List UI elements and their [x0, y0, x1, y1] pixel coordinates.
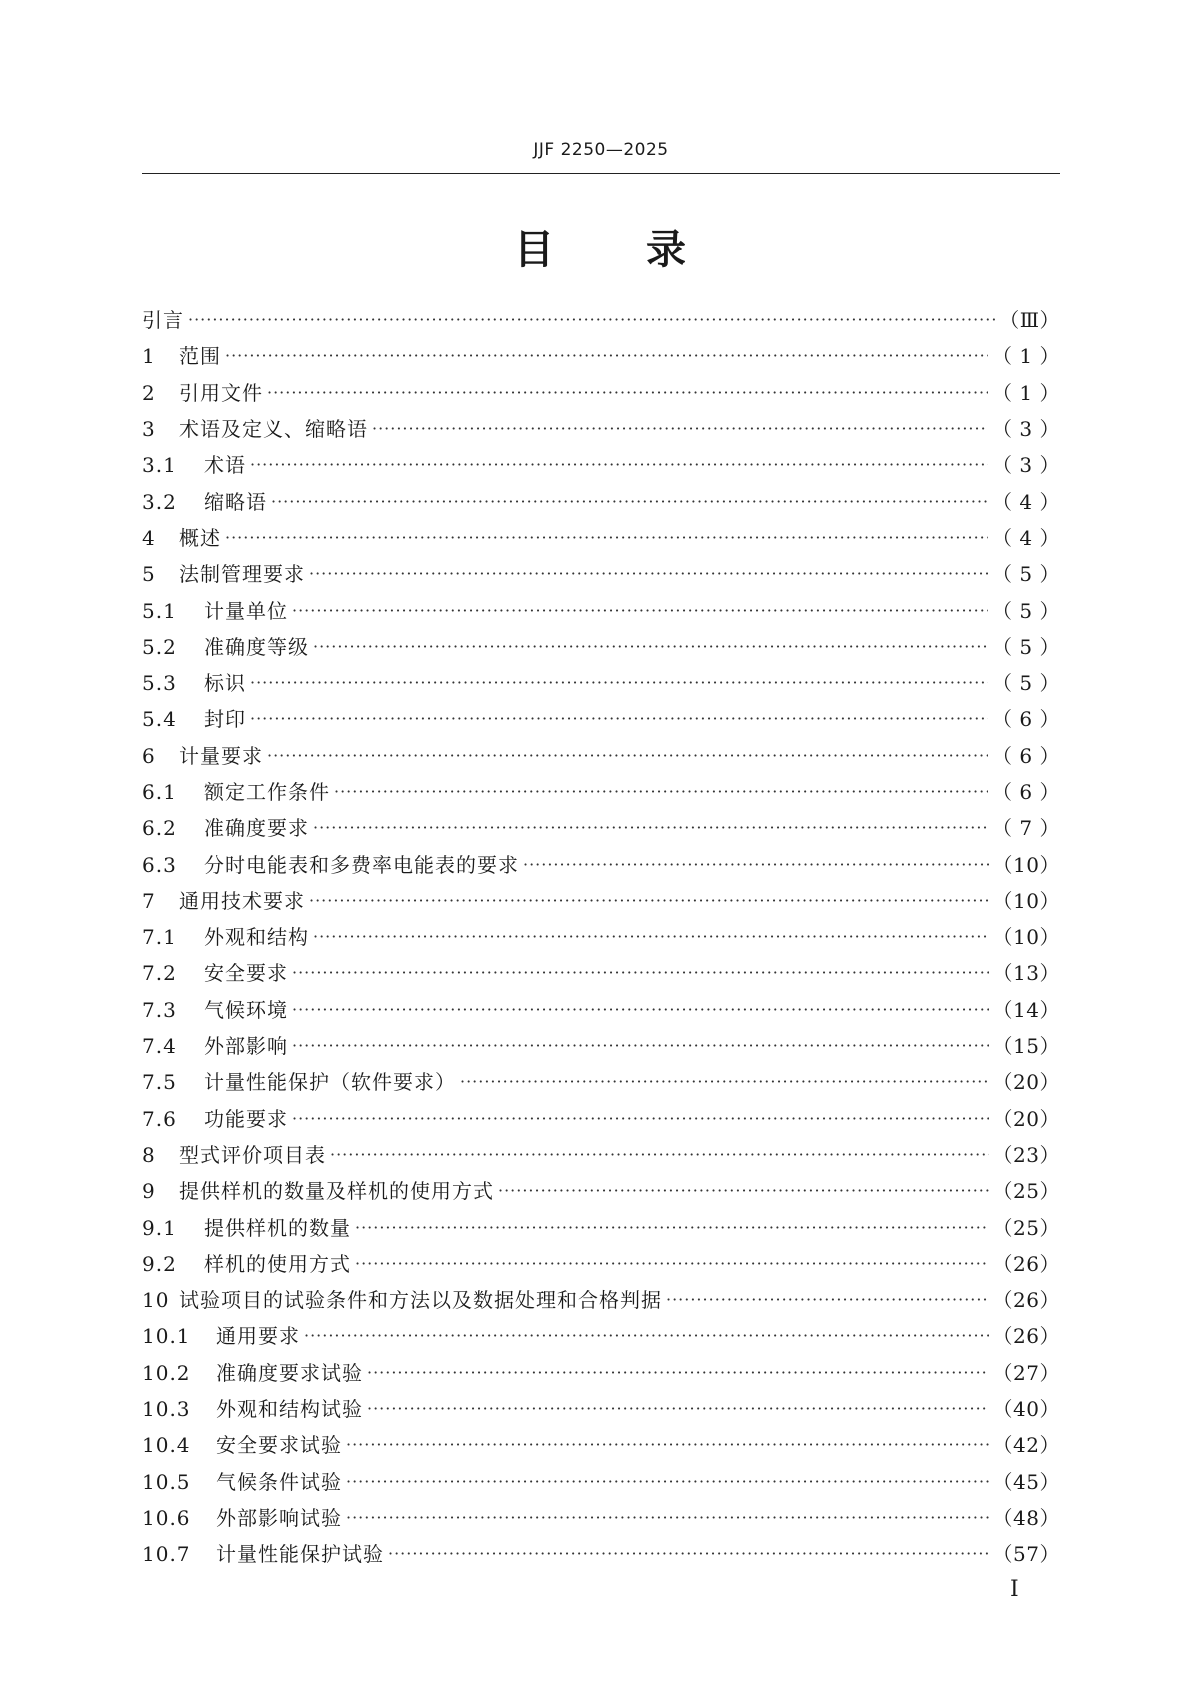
toc-leader-dots: [334, 782, 988, 802]
toc-entry[interactable]: [142, 1246, 1060, 1282]
toc-leader-dots: [292, 1000, 989, 1020]
toc-entry-title: 准确度要求试验: [216, 1360, 363, 1385]
toc-entry-number: 7.1: [142, 925, 177, 950]
toc-entry-title: 术语: [204, 453, 246, 478]
toc-leader-dots: [388, 1544, 989, 1564]
toc-entry[interactable]: [142, 520, 1060, 556]
toc-entry-page: （57）: [992, 1542, 1060, 1567]
toc-entry-number: 6.1: [142, 780, 177, 804]
toc-entry-page: （14）: [992, 997, 1060, 1022]
toc-entry-title: 型式评价项目表: [179, 1142, 326, 1167]
toc-entry-number: 10.2: [142, 1360, 191, 1385]
toc-entry-page: （ 4 ）: [992, 525, 1060, 550]
toc-leader-dots: [346, 1472, 989, 1492]
toc-entry-page: （48）: [992, 1505, 1060, 1530]
toc-entry-page: （26）: [992, 1324, 1060, 1349]
toc-entry[interactable]: [142, 1101, 1060, 1137]
toc-entry-number: 8: [142, 1142, 156, 1167]
toc-entry[interactable]: [142, 846, 1060, 882]
toc-entry-page: （15）: [992, 1034, 1060, 1059]
toc-entry[interactable]: [142, 411, 1060, 447]
toc-entry-page: （ 5 ）: [992, 598, 1060, 623]
toc-entry-number: 7.3: [142, 997, 177, 1022]
title-char-2: 录: [646, 227, 688, 273]
toc-entry[interactable]: [142, 1064, 1060, 1100]
toc-entry-page: （ 3 ）: [992, 453, 1060, 478]
toc-entry-number: 7: [142, 888, 156, 913]
toc-entry-page: （25）: [992, 1179, 1060, 1204]
toc-leader-dots: [304, 1326, 989, 1346]
toc-entry-title: 引言: [142, 308, 184, 333]
header-divider: [142, 173, 1060, 174]
toc-entry[interactable]: [142, 1209, 1060, 1245]
page-number: Ⅰ: [1010, 1577, 1019, 1602]
toc-entry-title: 外观和结构: [204, 925, 309, 950]
toc-leader-dots: [372, 419, 988, 439]
toc-entry-title: 外部影响: [204, 1034, 288, 1059]
toc-entry-title: 计量性能保护（软件要求）: [204, 1070, 456, 1095]
toc-leader-dots: [309, 891, 989, 911]
toc-entry-number: 7.4: [142, 1034, 177, 1059]
toc-entry[interactable]: [142, 1536, 1060, 1572]
toc-entry-title: 引用文件: [179, 380, 263, 405]
table-of-contents: [142, 302, 1060, 1572]
toc-entry[interactable]: [142, 955, 1060, 991]
toc-entry-page: （42）: [992, 1433, 1060, 1458]
toc-entry-page: （25）: [992, 1215, 1060, 1240]
toc-leader-dots: [313, 637, 988, 657]
toc-entry-number: 10.3: [142, 1397, 191, 1422]
toc-entry-title: 范围: [179, 344, 221, 369]
toc-entry-number: 5: [142, 562, 156, 587]
toc-entry[interactable]: [142, 701, 1060, 737]
toc-entry-number: 10.5: [142, 1469, 191, 1494]
toc-entry-number: 10.1: [142, 1324, 191, 1349]
toc-leader-dots: [346, 1435, 989, 1455]
toc-leader-dots: [460, 1072, 989, 1092]
toc-entry-title: 安全要求试验: [216, 1433, 342, 1458]
toc-entry-title: 计量性能保护试验: [216, 1542, 384, 1567]
toc-entry-page: （20）: [992, 1070, 1060, 1095]
toc-leader-dots: [666, 1290, 989, 1310]
toc-leader-dots: [309, 564, 988, 584]
page-title: [142, 218, 1060, 275]
toc-entry-page: （ 1 ）: [992, 344, 1060, 369]
toc-entry[interactable]: [142, 992, 1060, 1028]
toc-entry-page: （10）: [992, 888, 1060, 913]
toc-leader-dots: [188, 310, 995, 330]
toc-entry[interactable]: [142, 302, 1060, 338]
toc-entry-number: 2: [142, 380, 156, 405]
toc-entry-page: （45）: [992, 1469, 1060, 1494]
toc-entry-number: 5.2: [142, 634, 177, 659]
toc-entry-page: （ 5 ）: [992, 562, 1060, 587]
toc-entry-page: （ 4 ）: [992, 489, 1060, 514]
toc-entry[interactable]: [142, 1173, 1060, 1209]
toc-entry-title: 额定工作条件: [204, 780, 330, 804]
toc-entry[interactable]: [142, 483, 1060, 519]
toc-entry-title: 标识: [204, 671, 246, 696]
toc-entry[interactable]: [142, 338, 1060, 374]
toc-entry[interactable]: [142, 883, 1060, 919]
toc-entry-page: （26）: [992, 1288, 1060, 1313]
toc-entry-title: 外观和结构试验: [216, 1397, 363, 1422]
toc-entry-number: 7.2: [142, 961, 177, 986]
toc-entry-page: （27）: [992, 1360, 1060, 1385]
toc-entry[interactable]: [142, 1464, 1060, 1500]
document-number-header: JJF 2250—2025: [533, 140, 669, 160]
toc-entry[interactable]: [142, 1137, 1060, 1173]
toc-entry[interactable]: [142, 1500, 1060, 1536]
toc-entry-page: （ 7 ）: [992, 816, 1060, 841]
toc-entry[interactable]: [142, 629, 1060, 665]
toc-leader-dots: [355, 1254, 989, 1274]
toc-entry-title: 功能要求: [204, 1106, 288, 1131]
toc-entry-title: 计量要求: [179, 743, 263, 768]
toc-entry-page: （Ⅲ）: [999, 308, 1060, 333]
toc-entry-page: （26）: [992, 1251, 1060, 1276]
toc-entry[interactable]: [142, 1427, 1060, 1463]
toc-leader-dots: [523, 855, 989, 875]
toc-leader-dots: [367, 1399, 989, 1419]
toc-entry-page: （ 3 ）: [992, 417, 1060, 442]
toc-entry-number: 9.2: [142, 1251, 177, 1276]
toc-entry-title: 通用要求: [216, 1324, 300, 1349]
toc-leader-dots: [292, 1036, 989, 1056]
toc-entry-number: 3.1: [142, 453, 177, 478]
toc-entry-number: 1: [142, 344, 156, 369]
toc-entry-number: 7.6: [142, 1106, 177, 1131]
toc-entry-title: 术语及定义、缩略语: [179, 417, 368, 442]
toc-entry[interactable]: [142, 1282, 1060, 1318]
toc-entry-page: （ 5 ）: [992, 671, 1060, 696]
toc-entry-number: 10.4: [142, 1433, 191, 1458]
toc-entry[interactable]: [142, 810, 1060, 846]
toc-entry-number: 10.7: [142, 1542, 191, 1567]
toc-entry-title: 安全要求: [204, 961, 288, 986]
toc-leader-dots: [498, 1181, 989, 1201]
toc-entry-title: 外部影响试验: [216, 1505, 342, 1530]
toc-leader-dots: [250, 673, 988, 693]
toc-entry-number: 3: [142, 417, 156, 442]
toc-leader-dots: [292, 601, 988, 621]
toc-entry[interactable]: [142, 738, 1060, 774]
toc-entry-page: （ 1 ）: [992, 380, 1060, 405]
toc-leader-dots: [271, 492, 988, 512]
toc-leader-dots: [292, 963, 989, 983]
toc-entry[interactable]: [142, 1391, 1060, 1427]
toc-entry-title: 提供样机的数量: [204, 1215, 351, 1240]
toc-entry-number: 10: [142, 1288, 170, 1313]
toc-entry-title: 缩略语: [204, 489, 267, 514]
toc-entry-page: （ 5 ）: [992, 634, 1060, 659]
toc-entry-number: 5.4: [142, 707, 177, 732]
toc-leader-dots: [346, 1508, 989, 1528]
toc-leader-dots: [267, 746, 988, 766]
toc-entry[interactable]: [142, 774, 1060, 810]
toc-entry-number: 5.3: [142, 671, 177, 696]
toc-entry-title: 法制管理要求: [179, 562, 305, 587]
toc-leader-dots: [225, 528, 988, 548]
toc-leader-dots: [367, 1363, 989, 1383]
toc-entry[interactable]: [142, 592, 1060, 628]
toc-entry-number: 9.1: [142, 1215, 177, 1240]
toc-entry-page: （20）: [992, 1106, 1060, 1131]
toc-entry-title: 样机的使用方式: [204, 1251, 351, 1276]
toc-leader-dots: [267, 383, 988, 403]
toc-entry-title: 试验项目的试验条件和方法以及数据处理和合格判据: [179, 1288, 662, 1313]
toc-entry[interactable]: [142, 447, 1060, 483]
toc-entry-number: 3.2: [142, 489, 177, 514]
toc-entry-title: 封印: [204, 707, 246, 732]
toc-leader-dots: [225, 346, 988, 366]
toc-entry-title: 气候环境: [204, 997, 288, 1022]
toc-entry-number: 10.6: [142, 1505, 191, 1530]
toc-entry-title: 计量单位: [204, 598, 288, 623]
toc-entry-page: （ 6 ）: [992, 743, 1060, 768]
toc-entry-title: 气候条件试验: [216, 1469, 342, 1494]
toc-entry-number: 6.3: [142, 852, 177, 877]
toc-entry-title: 准确度要求: [204, 816, 309, 841]
toc-entry-number: 4: [142, 525, 156, 550]
toc-entry-title: 分时电能表和多费率电能表的要求: [204, 852, 519, 877]
toc-leader-dots: [313, 927, 989, 947]
toc-entry-number: 6.2: [142, 816, 177, 841]
toc-entry[interactable]: [142, 556, 1060, 592]
toc-leader-dots: [250, 455, 988, 475]
toc-entry[interactable]: [142, 1028, 1060, 1064]
toc-entry-page: （13）: [992, 961, 1060, 986]
toc-entry-page: （ 6 ）: [992, 780, 1060, 804]
toc-entry-number: 5.1: [142, 598, 177, 623]
toc-entry-number: 6: [142, 743, 156, 768]
toc-entry[interactable]: [142, 1318, 1060, 1354]
toc-entry-title: 准确度等级: [204, 634, 309, 659]
toc-entry-page: （10）: [992, 852, 1060, 877]
toc-entry-title: 提供样机的数量及样机的使用方式: [179, 1179, 494, 1204]
toc-leader-dots: [292, 1109, 989, 1129]
toc-entry[interactable]: [142, 1355, 1060, 1391]
toc-entry[interactable]: [142, 919, 1060, 955]
toc-entry-title: 通用技术要求: [179, 888, 305, 913]
toc-entry-page: （10）: [992, 925, 1060, 950]
toc-leader-dots: [250, 709, 988, 729]
toc-leader-dots: [330, 1145, 989, 1165]
toc-entry-number: 9: [142, 1179, 156, 1204]
toc-entry-page: （40）: [992, 1397, 1060, 1422]
toc-leader-dots: [355, 1218, 989, 1238]
toc-entry[interactable]: [142, 665, 1060, 701]
toc-leader-dots: [313, 818, 988, 838]
title-char-1: 目: [514, 227, 556, 273]
toc-entry-page: （ 6 ）: [992, 707, 1060, 732]
toc-entry[interactable]: [142, 375, 1060, 411]
toc-entry-number: 7.5: [142, 1070, 177, 1095]
toc-entry-title: 概述: [179, 525, 221, 550]
toc-entry-page: （23）: [992, 1142, 1060, 1167]
